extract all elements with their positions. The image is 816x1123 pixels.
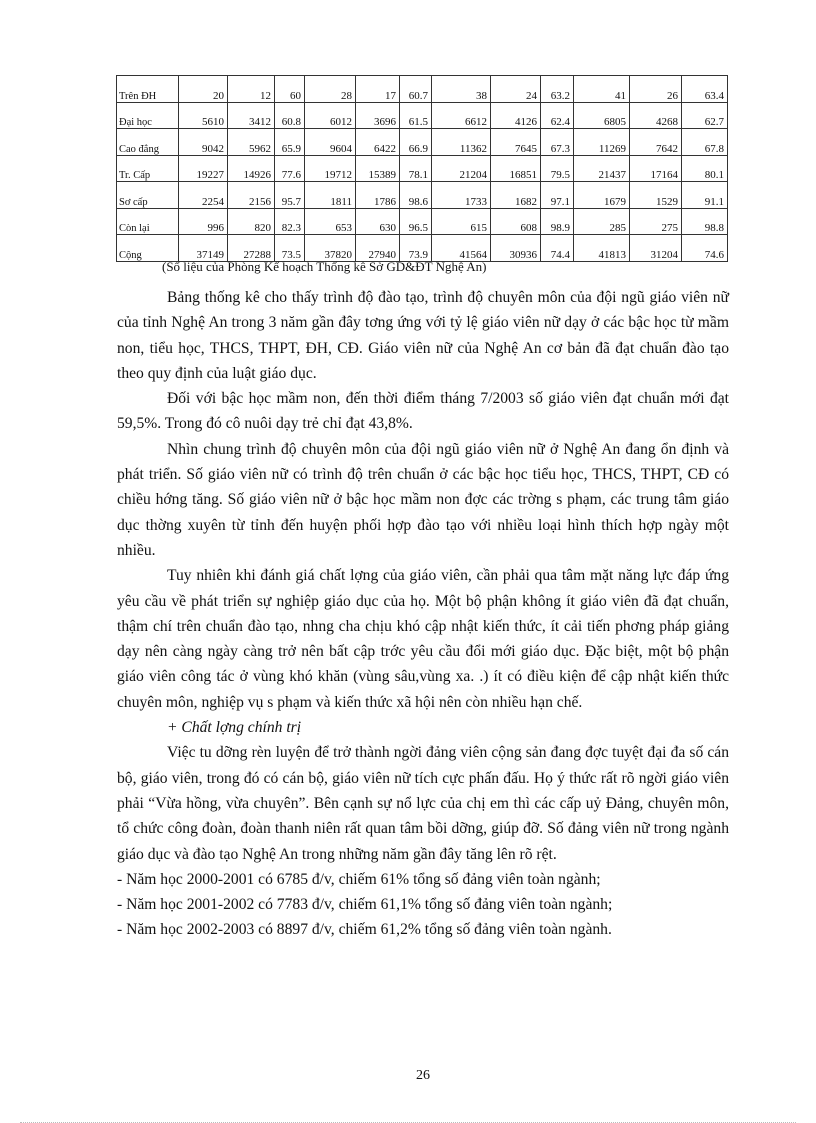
table-cell: 630: [356, 208, 400, 235]
table-cell: 37820: [305, 235, 356, 262]
table-cell: 820: [228, 208, 275, 235]
row-label: Đại học: [117, 102, 179, 129]
table-cell: 37149: [179, 235, 228, 262]
table-cell: 14926: [228, 155, 275, 182]
table-cell: 74.6: [682, 235, 728, 262]
table-cell: 6805: [574, 102, 630, 129]
table-cell: 41813: [574, 235, 630, 262]
table-cell: 98.8: [682, 208, 728, 235]
table-row: [117, 208, 728, 235]
table-cell: 11362: [432, 129, 491, 156]
table-cell: 1679: [574, 182, 630, 209]
row-label: Còn lại: [117, 208, 179, 235]
table-cell: 6422: [356, 129, 400, 156]
table-cell: 5610: [179, 102, 228, 129]
table-cell: 608: [491, 208, 541, 235]
table-cell: 61.5: [400, 102, 432, 129]
row-label: Cộng: [117, 235, 179, 262]
table-cell: 97.1: [541, 182, 574, 209]
table-cell: 41: [574, 76, 630, 103]
table-cell: 9042: [179, 129, 228, 156]
table-row: [117, 129, 728, 156]
table-cell: 1529: [630, 182, 682, 209]
table-cell: 19227: [179, 155, 228, 182]
table-cell: 66.9: [400, 129, 432, 156]
row-label: Cao đẳng: [117, 129, 179, 156]
table-cell: 12: [228, 76, 275, 103]
table-cell: 20: [179, 76, 228, 103]
table-cell: 62.4: [541, 102, 574, 129]
table-cell: 3696: [356, 102, 400, 129]
table-body: [117, 76, 728, 262]
row-label: Tr. Cấp: [117, 155, 179, 182]
party-member-list: [117, 867, 729, 943]
paragraph-3: Nhìn chung trình độ chuyên môn của đội ngũ giáo viên nữ ở Nghệ An đang ổn định và phát triển. Số giáo viên nữ có trình độ trên chuẩn ở các bậc học tiểu học, THCS, THPT, CĐ có chiều hớng tăng. Số giáo viên nữ ở bậc học mầm non đợc các trờng s phạm, các trung tâm giáo dục thờng xuyên từ tỉnh đến huyện phối hợp đào tạo với nhiều loại hình thích hợp ngày một nhiều.: [117, 440, 729, 559]
table-cell: 98.9: [541, 208, 574, 235]
table-cell: 60: [275, 76, 305, 103]
table-cell: 41564: [432, 235, 491, 262]
table-cell: 78.1: [400, 155, 432, 182]
table-cell: 275: [630, 208, 682, 235]
table-row: [117, 76, 728, 103]
table-cell: 24: [491, 76, 541, 103]
table-cell: 65.9: [275, 129, 305, 156]
table-cell: 6612: [432, 102, 491, 129]
table-cell: 79.5: [541, 155, 574, 182]
page-number: 26: [416, 1068, 430, 1083]
list-item: - Năm học 2000-2001 có 6785 đ/v, chiếm 61% tổng số đảng viên toàn ngành;: [117, 870, 601, 888]
table-cell: 9604: [305, 129, 356, 156]
table-cell: 63.4: [682, 76, 728, 103]
table-cell: 60.7: [400, 76, 432, 103]
table-cell: 82.3: [275, 208, 305, 235]
table-cell: 2254: [179, 182, 228, 209]
table-cell: 5962: [228, 129, 275, 156]
table-cell: 16851: [491, 155, 541, 182]
table-cell: 4126: [491, 102, 541, 129]
table-cell: 96.5: [400, 208, 432, 235]
table-cell: 285: [574, 208, 630, 235]
row-label: Sơ cấp: [117, 182, 179, 209]
table-cell: 91.1: [682, 182, 728, 209]
table-cell: 7645: [491, 129, 541, 156]
table-cell: 26: [630, 76, 682, 103]
table-cell: 74.4: [541, 235, 574, 262]
table-cell: 67.3: [541, 129, 574, 156]
table-cell: 3412: [228, 102, 275, 129]
table-cell: 996: [179, 208, 228, 235]
paragraph-5: Việc tu dỡng rèn luyện để trở thành ngời đảng viên cộng sản đang đợc tuyệt đại đa số cán bộ, giáo viên, trong đó có cán bộ, giáo viên nữ tích cực phấn đấu. Họ ý thức rất rõ ngời giáo viên phải “Vừa hồng, vừa chuyên”. Bên cạnh sự nổ lực của chị em thì các cấp uỷ Đảng, chuyên môn, tổ chức công đoàn, đoàn thanh niên rất quan tâm bồi dỡng, giúp đỡ. Số đảng viên nữ trong ngành giáo dục và đào tạo Nghệ An trong những năm gần đây tăng lên rõ rệt.: [117, 744, 729, 863]
table-cell: 95.7: [275, 182, 305, 209]
table-cell: 62.7: [682, 102, 728, 129]
table-cell: 19712: [305, 155, 356, 182]
table-cell: 1733: [432, 182, 491, 209]
row-label: Trên ĐH: [117, 76, 179, 103]
table-cell: 60.8: [275, 102, 305, 129]
paragraph-2: Đối với bậc học mầm non, đến thời điểm tháng 7/2003 số giáo viên đạt chuẩn mới đạt 59,5%. Trong đó cô nuôi dạy trẻ chỉ đạt 43,8%.: [117, 390, 729, 433]
table-cell: 73.5: [275, 235, 305, 262]
table-cell: 4268: [630, 102, 682, 129]
table-cell: 27940: [356, 235, 400, 262]
paragraph-1: Bảng thống kê cho thấy trình độ đào tạo, trình độ chuyên môn của đội ngũ giáo viên nữ của tỉnh Nghệ An trong 3 năm gần đây tơng ứng với tỷ lệ giáo viên nữ dạy ở các bậc học từ mầm non, tiểu học, THCS, THPT, ĐH, CĐ. Giáo viên nữ của Nghệ An cơ bản đã đạt chuẩn đào tạo theo quy định của luật giáo dục.: [117, 289, 729, 382]
list-item: - Năm học 2001-2002 có 7783 đ/v, chiếm 61,1% tổng số đảng viên toàn ngành;: [117, 896, 613, 914]
table-cell: 80.1: [682, 155, 728, 182]
section-heading: + Chất lợng chính trị: [167, 719, 302, 737]
table-cell: 7642: [630, 129, 682, 156]
table-cell: 15389: [356, 155, 400, 182]
table-row: [117, 155, 728, 182]
table-row: [117, 182, 728, 209]
table-cell: 2156: [228, 182, 275, 209]
table-cell: 31204: [630, 235, 682, 262]
table-cell: 73.9: [400, 235, 432, 262]
statistics-table: [116, 75, 728, 262]
table-cell: 77.6: [275, 155, 305, 182]
table-cell: 615: [432, 208, 491, 235]
table-cell: 1786: [356, 182, 400, 209]
table-cell: 17: [356, 76, 400, 103]
source-note: (Số liệu của Phòng Kế hoạch Thống kê Sở GD&ĐT Nghệ An): [162, 259, 487, 274]
table-cell: 98.6: [400, 182, 432, 209]
table-row: [117, 102, 728, 129]
table-cell: 21204: [432, 155, 491, 182]
table-cell: 28: [305, 76, 356, 103]
table-cell: 38: [432, 76, 491, 103]
list-item: - Năm học 2002-2003 có 8897 đ/v, chiếm 61,2% tổng số đảng viên toàn ngành.: [117, 921, 612, 939]
table-cell: 6012: [305, 102, 356, 129]
table-row: [117, 235, 728, 262]
table-cell: 11269: [574, 129, 630, 156]
table-cell: 21437: [574, 155, 630, 182]
table-cell: 1682: [491, 182, 541, 209]
table-cell: 67.8: [682, 129, 728, 156]
table-cell: 63.2: [541, 76, 574, 103]
table-cell: 30936: [491, 235, 541, 262]
body-text: [117, 285, 729, 943]
table-cell: 27288: [228, 235, 275, 262]
paragraph-4: Tuy nhiên khi đánh giá chất lợng của giáo viên, cần phải qua tâm mặt năng lực đáp ứng yêu cầu về phát triển sự nghiệp giáo dục của họ. Một bộ phận không ít giáo viên đã đạt chuẩn, thậm chí trên chuẩn đào tạo, nhng cha chịu khó cập nhật kiến thức, ít cải tiến phơng pháp giảng dạy nên càng ngày càng trở nên bất cập trớc yêu cầu đổi mới giáo dục. Đặc biệt, một bộ phận giáo viên công tác ở vùng khó khăn (vùng sâu,vùng xa. .) ít có điều kiện để cập nhật kiến thức chuyên môn, nghiệp vụ s phạm và kiến thức xã hội nên còn nhiều hạn chế.: [117, 567, 729, 711]
table-cell: 1811: [305, 182, 356, 209]
table-cell: 653: [305, 208, 356, 235]
table-cell: 17164: [630, 155, 682, 182]
